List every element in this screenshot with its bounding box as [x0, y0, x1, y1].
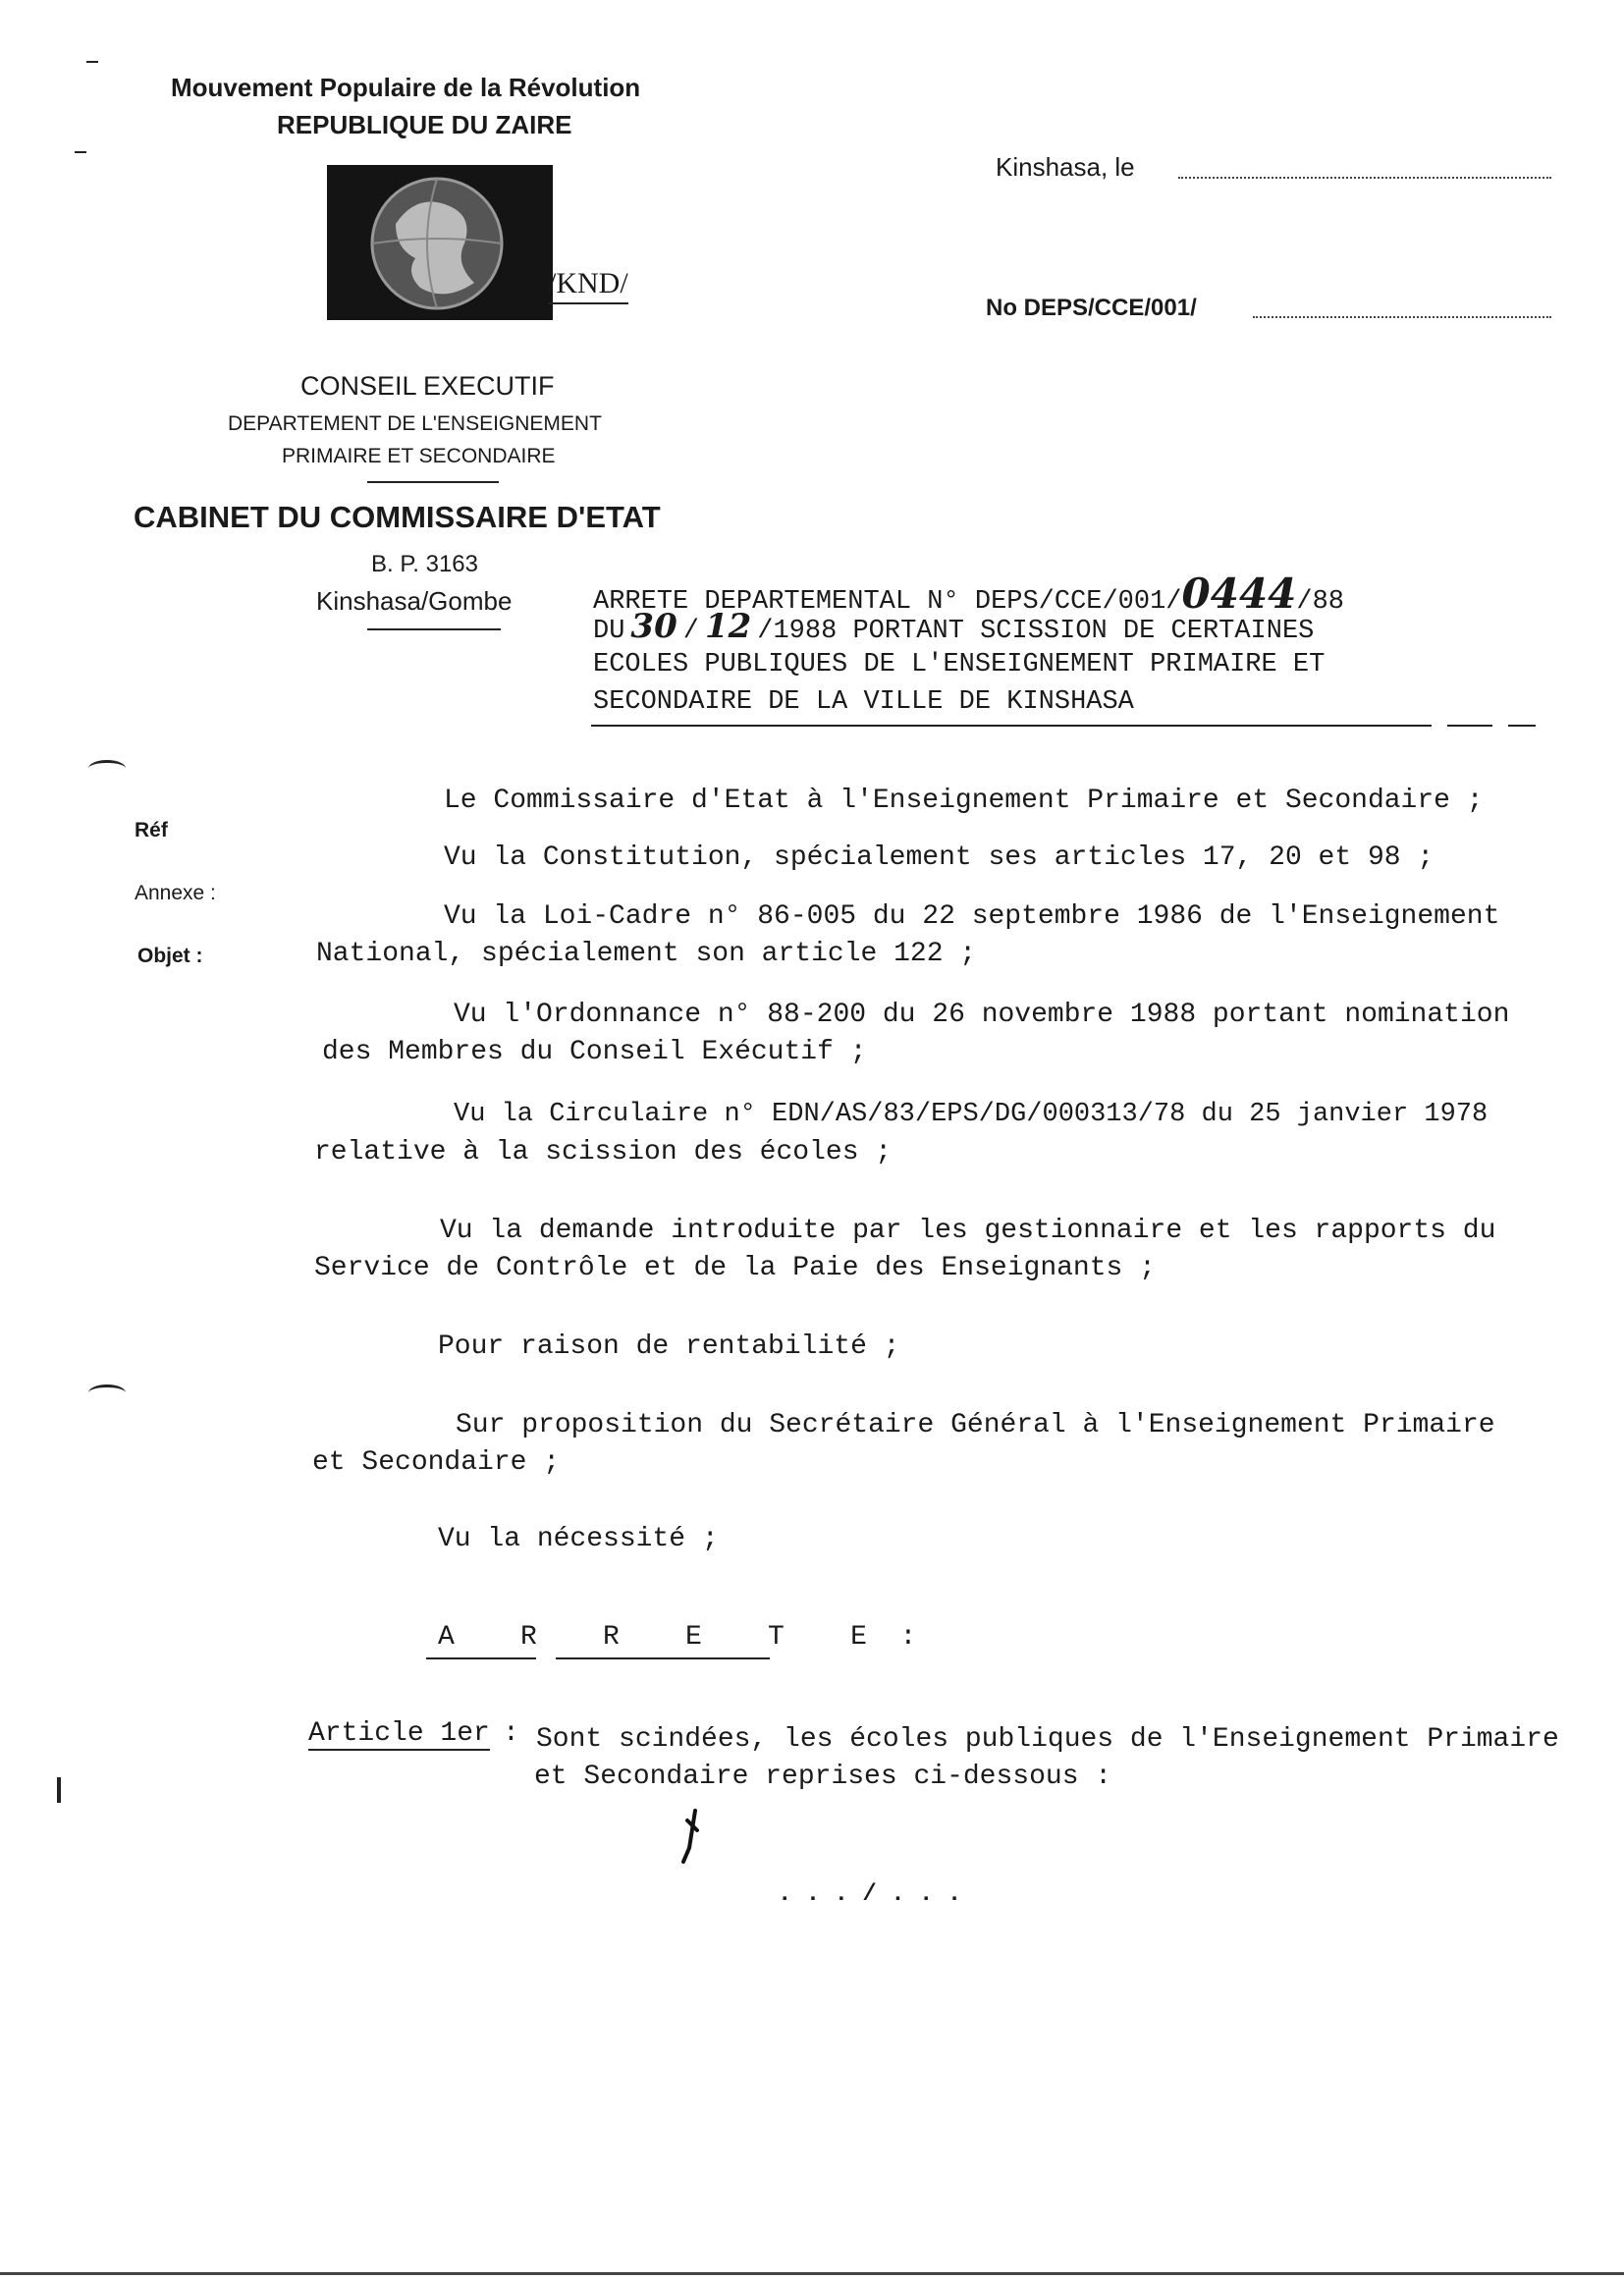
- body-necessite: Vu la nécessité ;: [438, 1524, 719, 1554]
- decree-title-underline-tail: [1447, 725, 1492, 727]
- decree-date-separator: /: [682, 617, 699, 646]
- scan-mark-top: [86, 61, 98, 63]
- article-text-1: Sont scindées, les écoles publiques de l'Enseignement Primaire: [536, 1724, 1559, 1755]
- scan-bottom-edge: [0, 2272, 1624, 2275]
- decree-handwritten-number: 0444: [1181, 570, 1297, 618]
- decree-du: DU: [593, 617, 625, 646]
- scan-curve-2: [88, 1384, 126, 1401]
- body-rentabilite: Pour raison de rentabilité ;: [438, 1331, 900, 1362]
- article-text-2: et Secondaire reprises ci-dessous :: [534, 1762, 1112, 1792]
- body-commissaire: Le Commissaire d'Etat à l'Enseignement Primaire et Secondaire ;: [444, 786, 1484, 816]
- body-constitution: Vu la Constitution, spécialement ses articles 17, 20 et 98 ;: [444, 842, 1435, 873]
- header-code: /KND/: [548, 267, 628, 304]
- decree-title-underline: [591, 725, 1432, 727]
- header-departement: DEPARTEMENT DE L'ENSEIGNEMENT: [228, 412, 602, 435]
- decree-title-line4: SECONDAIRE DE LA VILLE DE KINSHASA: [593, 687, 1134, 717]
- body-demande-2: Service de Contrôle et de la Paie des Enseignants ;: [314, 1253, 1156, 1283]
- decree-subject-start: /1988 PORTANT SCISSION DE CERTAINES: [757, 617, 1315, 646]
- margin-annexe: Annexe :: [135, 882, 216, 904]
- arrete-underline-2: [556, 1657, 770, 1659]
- globe-emblem-icon: [327, 165, 553, 320]
- handwritten-mark-icon: [677, 1807, 707, 1871]
- header-divider: [367, 481, 499, 483]
- decree-title-underline-end: [1508, 725, 1536, 727]
- body-ordonnance-1: Vu l'Ordonnance n° 88-200 du 26 novembre 1988 portant nomination: [454, 1000, 1510, 1030]
- margin-objet: Objet :: [137, 945, 203, 967]
- header-conseil: CONSEIL EXECUTIF: [300, 371, 555, 401]
- margin-ref: Réf: [135, 819, 168, 841]
- page-continued: . . . / . . .: [778, 1881, 962, 1908]
- reference-dotted-line: [1253, 316, 1551, 318]
- decree-title-line2: [593, 607, 1314, 646]
- decree-handwritten-month: 12: [704, 607, 752, 646]
- date-dotted-line: [1178, 177, 1551, 179]
- city-divider: [367, 628, 501, 630]
- decree-prefix: ARRETE DEPARTEMENTAL N° DEPS/CCE/001/: [593, 587, 1182, 617]
- decree-title-line3: ECOLES PUBLIQUES DE L'ENSEIGNEMENT PRIMAIRE ET: [593, 650, 1326, 679]
- body-loi-cadre-1: Vu la Loi-Cadre n° 86-005 du 22 septembre 1986 de l'Enseignement: [444, 901, 1500, 932]
- body-loi-cadre-2: National, spécialement son article 122 ;: [316, 939, 977, 969]
- header-bp: B. P. 3163: [371, 551, 478, 577]
- body-proposition-1: Sur proposition du Secrétaire Général à l'Enseignement Primaire: [456, 1410, 1495, 1440]
- body-ordonnance-2: des Membres du Conseil Exécutif ;: [322, 1037, 867, 1067]
- body-circulaire-2: relative à la scission des écoles ;: [314, 1137, 893, 1167]
- decree-year-suffix: /88: [1296, 587, 1345, 617]
- scan-curve-1: [88, 760, 126, 777]
- article-label: Article 1er: [308, 1718, 490, 1749]
- body-demande-1: Vu la demande introduite par les gestionnaire et les rapports du: [440, 1216, 1496, 1246]
- arrete-heading: A R R E T E :: [438, 1622, 917, 1653]
- header-republique: REPUBLIQUE DU ZAIRE: [277, 110, 572, 139]
- header-cabinet: CABINET DU COMMISSAIRE D'ETAT: [134, 500, 661, 534]
- body-circulaire-1: Vu la Circulaire n° EDN/AS/83/EPS/DG/000313/78 du 25 janvier 1978: [454, 1100, 1489, 1129]
- arrete-underline-1: [426, 1657, 536, 1659]
- place-date-label: Kinshasa, le: [996, 152, 1135, 182]
- article-colon: :: [503, 1718, 519, 1749]
- reference-number: No DEPS/CCE/001/: [986, 295, 1197, 321]
- header-mpr: Mouvement Populaire de la Révolution: [171, 73, 641, 102]
- scan-edge-bar: [57, 1777, 61, 1803]
- header-primaire: PRIMAIRE ET SECONDAIRE: [282, 445, 556, 467]
- decree-handwritten-day: 30: [630, 607, 677, 646]
- scan-mark-top2: [75, 151, 86, 153]
- body-proposition-2: et Secondaire ;: [312, 1447, 561, 1478]
- header-city: Kinshasa/Gombe: [316, 586, 513, 616]
